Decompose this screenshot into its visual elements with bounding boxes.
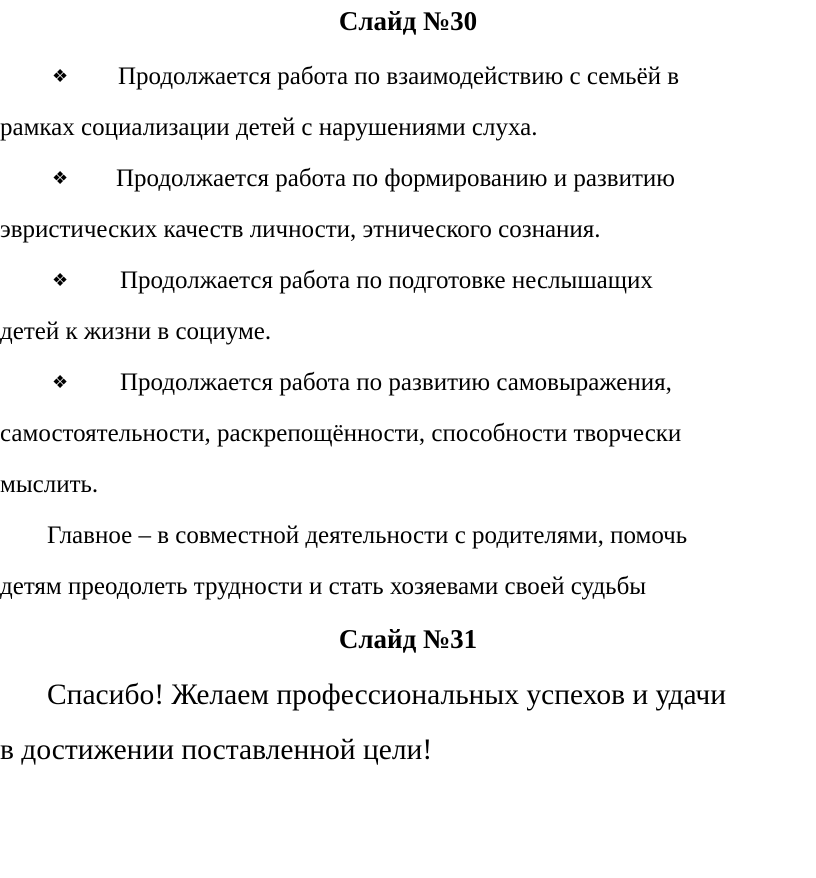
slide-30-item-1-line-2: рамках социализации детей с нарушениями слуха. <box>0 114 538 141</box>
diamond-bullet-icon: ❖ <box>52 66 69 86</box>
slide-31-title: Слайд №31 <box>338 624 478 654</box>
slide-30-conclusion-line-1: Главное – в совместной деятельности с родителями, помочь <box>47 522 688 549</box>
diamond-bullet-icon: ❖ <box>52 372 69 392</box>
slide-30-item-2-line-1: Продолжается работа по формированию и развитию <box>116 165 675 192</box>
slide-30-item-4-line-1: Продолжается работа по развитию самовыражения, <box>120 369 672 396</box>
slide-30-item-4-line-2: самостоятельности, раскрепощённости, способности творчески <box>0 420 682 447</box>
slide-30-item-1-line-1: Продолжается работа по взаимодействию с семьёй в <box>118 63 680 90</box>
slide-30-title: Слайд №30 <box>338 6 478 36</box>
slide-30-conclusion-line-2: детям преодолеть трудности и стать хозяевами своей судьбы <box>0 573 647 600</box>
diamond-bullet-icon: ❖ <box>52 168 69 188</box>
slide-30-item-3-line-2: детей к жизни в социуме. <box>0 318 272 345</box>
slide-31-thanks-line-2: в достижении поставленной цели! <box>0 734 433 766</box>
slide-31-thanks-line-1: Спасибо! Желаем профессиональных успехов и удачи <box>47 679 726 711</box>
slide-30-item-4-line-3: мыслить. <box>0 471 99 498</box>
diamond-bullet-icon: ❖ <box>52 270 69 290</box>
slide-30-item-2-line-2: эвристических качеств личности, этнического сознания. <box>0 216 601 243</box>
slide-30-item-3-line-1: Продолжается работа по подготовке неслышащих <box>120 267 653 294</box>
